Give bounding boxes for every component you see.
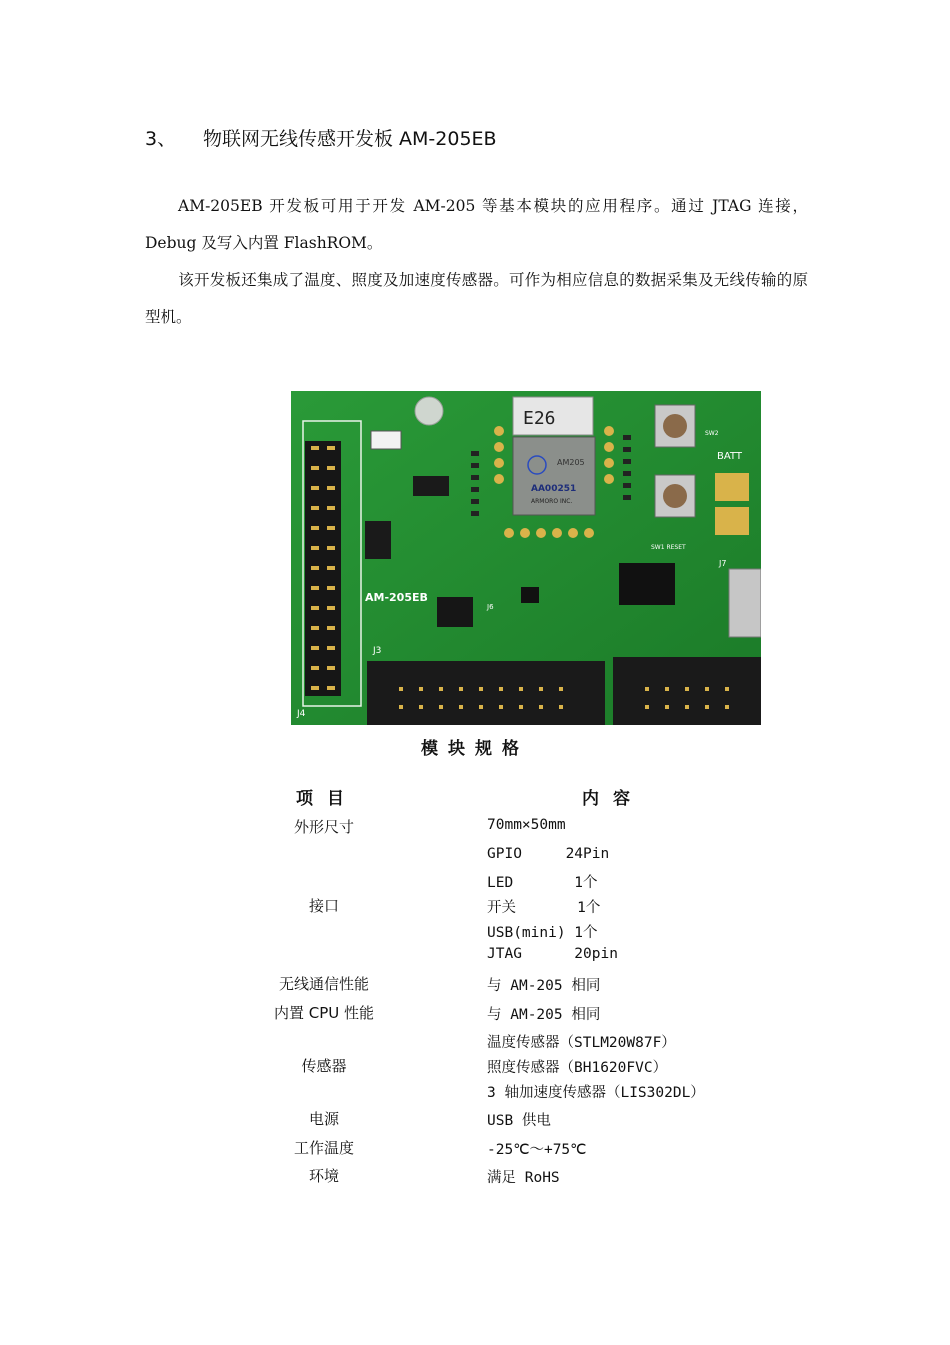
value-env: 满足 RoHS <box>487 1170 560 1186</box>
value-wireless: 与 AM-205 相同 <box>487 978 601 994</box>
label-power: 电源 <box>308 1110 339 1128</box>
ic-small-1 <box>413 476 449 496</box>
section-title: 物联网无线传感开发板 AM-205EB <box>203 128 497 150</box>
value-sensor-temp: 温度传感器（STLM20W87F） <box>487 1035 676 1051</box>
value-sensor-light: 照度传感器（BH1620FVC） <box>487 1060 668 1076</box>
board-photo <box>291 391 761 725</box>
value-temp: -25℃～+75℃ <box>487 1142 587 1158</box>
section-number: 3、 <box>145 128 177 150</box>
value-sensor-accel: 3 轴加速度传感器（LIS302DL） <box>487 1085 705 1101</box>
table-caption: 模块规格 <box>421 739 529 759</box>
label-env: 环境 <box>308 1167 339 1185</box>
jumper-j6 <box>437 597 473 627</box>
header-item: 项目 <box>296 789 358 809</box>
sensor-ic <box>619 563 675 605</box>
module-line1: AM205 <box>557 458 585 467</box>
label-cpu: 内置 CPU 性能 <box>273 1004 375 1022</box>
chip-marker: E26 <box>523 408 556 429</box>
value-gpio: GPIO 24Pin <box>487 846 610 862</box>
label-sw-reset: SW1 RESET <box>651 544 686 551</box>
label-j4: J4 <box>297 709 306 719</box>
header-content: 内容 <box>582 789 644 809</box>
ic-small-2 <box>365 521 391 559</box>
label-interface: 接口 <box>308 897 339 915</box>
usb-mini-port <box>729 569 761 637</box>
label-batt: BATT <box>717 451 742 462</box>
batt-pad-2 <box>715 507 749 535</box>
label-j3: J3 <box>373 646 382 656</box>
label-j7: J7 <box>719 559 727 568</box>
batt-pad-1 <box>715 473 749 501</box>
paragraph-sensors <box>145 262 808 336</box>
module-line2: AA00251 <box>531 484 577 494</box>
value-switch: 开关 1个 <box>487 900 601 916</box>
led <box>371 431 401 449</box>
module-line3: ARMORO INC. <box>531 498 573 505</box>
value-usb: USB(mini) 1个 <box>487 925 598 941</box>
paragraph-intro-text: AM-205EB 开发板可用于开发 AM-205 等基本模块的应用程序。通过 JTAG 连接，Debug 及写入内置 FlashROM。 <box>145 197 808 252</box>
value-jtag: JTAG 20pin <box>487 946 618 962</box>
sensor-ic-small <box>521 587 539 603</box>
value-size: 70mm×50mm <box>487 817 566 833</box>
label-size: 外形尺寸 <box>293 818 354 836</box>
box-header-j3 <box>367 661 605 725</box>
value-power: USB 供电 <box>487 1113 551 1129</box>
label-wireless: 无线通信性能 <box>278 975 369 993</box>
label-sw2: SW2 <box>705 430 719 437</box>
paragraph-intro <box>145 188 808 262</box>
label-sensor: 传感器 <box>301 1057 347 1075</box>
capacitor <box>415 397 443 425</box>
switch-reset-knob <box>663 484 687 508</box>
board-name: AM-205EB <box>365 591 428 604</box>
value-cpu: 与 AM-205 相同 <box>487 1007 601 1023</box>
section-heading <box>145 124 497 151</box>
label-temp: 工作温度 <box>293 1139 354 1157</box>
label-j6: J6 <box>487 603 494 611</box>
value-led: LED 1个 <box>487 875 598 891</box>
switch-sw2-knob <box>663 414 687 438</box>
pin-header-j4 <box>305 441 341 696</box>
paragraph-sensors-text: 该开发板还集成了温度、照度及加速度传感器。可作为相应信息的数据采集及无线传输的原型机。 <box>145 271 808 326</box>
